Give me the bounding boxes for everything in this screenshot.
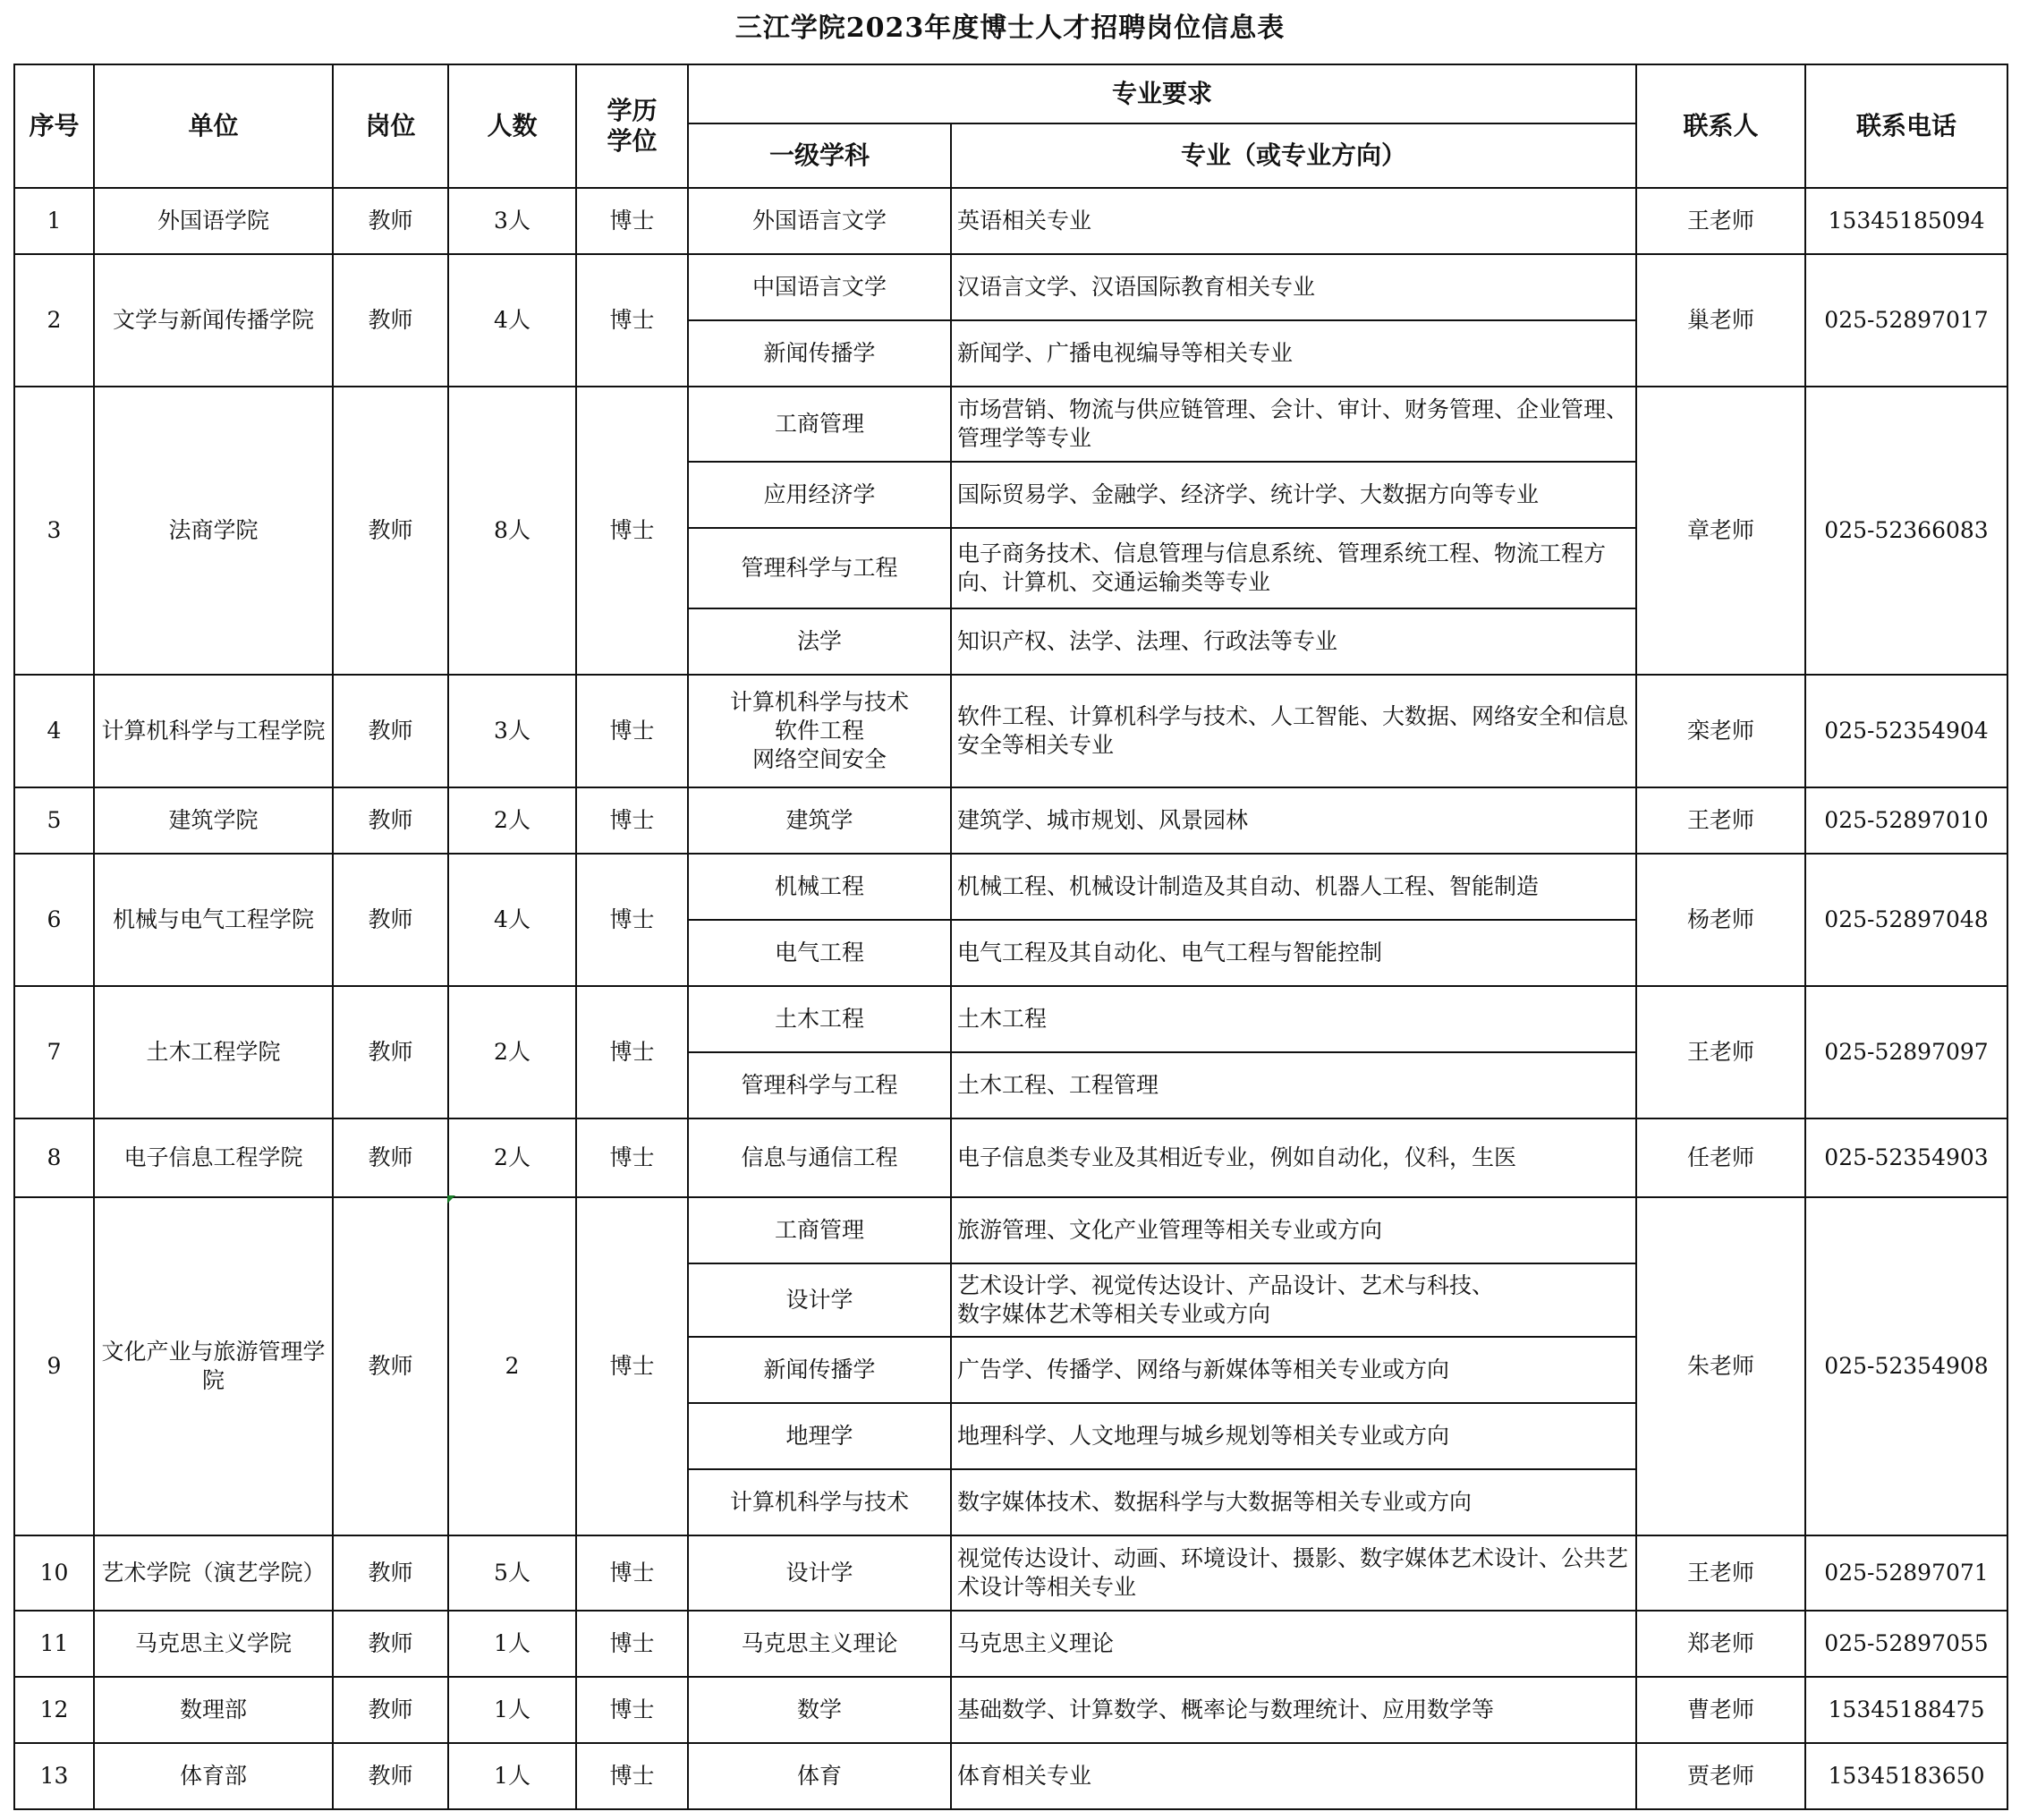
table-row [14, 1677, 2007, 1743]
row-degree: 博士 [576, 1677, 688, 1743]
row-unit: 计算机科学与工程学院 [94, 675, 333, 787]
row-count: 1人 [448, 1611, 576, 1677]
row-specialty: 电子信息类专业及其相近专业，例如自动化，仪科，生医 [951, 1118, 1636, 1197]
row-discipline: 体育 [688, 1743, 951, 1809]
row-contact: 杨老师 [1636, 854, 1805, 986]
row-count: 1人 [448, 1677, 576, 1743]
row-unit: 机械与电气工程学院 [94, 854, 333, 986]
row-post: 教师 [333, 254, 448, 387]
row-seq: 13 [14, 1743, 94, 1809]
header-phone: 联系电话 [1805, 64, 2007, 188]
row-contact: 王老师 [1636, 986, 1805, 1118]
header-specialty: 专业（或专业方向） [951, 123, 1636, 188]
row-specialty: 建筑学、城市规划、风景园林 [951, 787, 1636, 854]
row-specialty: 马克思主义理论 [951, 1611, 1636, 1677]
header-degree [576, 64, 688, 188]
row-degree: 博士 [576, 1743, 688, 1809]
row-post: 教师 [333, 787, 448, 854]
row-count: 3人 [448, 675, 576, 787]
row-contact: 曹老师 [1636, 1677, 1805, 1743]
row-degree: 博士 [576, 675, 688, 787]
row-post: 教师 [333, 986, 448, 1118]
row-unit: 法商学院 [94, 387, 333, 675]
row-discipline: 管理科学与工程 [688, 1052, 951, 1118]
row-specialty: 软件工程、计算机科学与技术、人工智能、大数据、网络安全和信息安全等相关专业 [951, 675, 1636, 787]
table-row [14, 188, 2007, 254]
row-discipline: 管理科学与工程 [688, 528, 951, 608]
row-discipline-line: 计算机科学与技术 [729, 689, 909, 715]
row-specialty: 电气工程及其自动化、电气工程与智能控制 [951, 920, 1636, 986]
cell-comment-marker [447, 1195, 455, 1203]
row-post: 教师 [333, 675, 448, 787]
row-discipline-line: 网络空间安全 [751, 746, 887, 772]
row-count: 8人 [448, 387, 576, 675]
row-unit: 文化产业与旅游管理学院 [94, 1197, 333, 1535]
row-discipline: 数学 [688, 1677, 951, 1743]
row-post: 教师 [333, 1743, 448, 1809]
row-count: 5人 [448, 1535, 576, 1611]
row-count: 4人 [448, 854, 576, 986]
row-seq: 5 [14, 787, 94, 854]
row-discipline: 信息与通信工程 [688, 1118, 951, 1197]
row-specialty: 视觉传达设计、动画、环境设计、摄影、数字媒体艺术设计、公共艺术设计等相关专业 [951, 1535, 1636, 1611]
row-specialty: 基础数学、计算数学、概率论与数理统计、应用数学等 [951, 1677, 1636, 1743]
row-specialty: 数字媒体技术、数据科学与大数据等相关专业或方向 [951, 1469, 1636, 1535]
row-phone: 025-52897097 [1805, 986, 2007, 1118]
row-seq: 1 [14, 188, 94, 254]
row-post: 教师 [333, 1535, 448, 1611]
row-discipline: 计算机科学与技术 [688, 1469, 951, 1535]
row-specialty: 电子商务技术、信息管理与信息系统、管理系统工程、物流工程方向、计算机、交通运输类等专业 [951, 528, 1636, 608]
row-count: 1人 [448, 1743, 576, 1809]
row-unit: 电子信息工程学院 [94, 1118, 333, 1197]
row-count: 2人 [448, 986, 576, 1118]
row-seq: 11 [14, 1611, 94, 1677]
row-specialty: 体育相关专业 [951, 1743, 1636, 1809]
row-specialty: 广告学、传播学、网络与新媒体等相关专业或方向 [951, 1337, 1636, 1403]
row-specialty [951, 1263, 1636, 1337]
row-specialty-line: 艺术设计学、视觉传达设计、产品设计、艺术与科技、 [957, 1272, 1495, 1298]
row-seq: 3 [14, 387, 94, 675]
table-row [14, 1611, 2007, 1677]
row-discipline: 设计学 [688, 1263, 951, 1337]
row-discipline-line: 软件工程 [774, 718, 864, 744]
header-post: 岗位 [333, 64, 448, 188]
row-contact: 王老师 [1636, 787, 1805, 854]
row-count: 2人 [448, 787, 576, 854]
header-unit: 单位 [94, 64, 333, 188]
header-count: 人数 [448, 64, 576, 188]
row-discipline: 机械工程 [688, 854, 951, 920]
row-phone: 15345188475 [1805, 1677, 2007, 1743]
row-degree: 博士 [576, 787, 688, 854]
row-degree: 博士 [576, 254, 688, 387]
table-row [14, 986, 2007, 1052]
table-row [14, 1118, 2007, 1197]
row-degree: 博士 [576, 1611, 688, 1677]
row-degree: 博士 [576, 1535, 688, 1611]
row-post: 教师 [333, 1677, 448, 1743]
row-phone: 025-52897017 [1805, 254, 2007, 387]
row-unit: 外国语学院 [94, 188, 333, 254]
row-discipline: 地理学 [688, 1403, 951, 1469]
row-discipline: 外国语言文学 [688, 188, 951, 254]
row-contact: 巢老师 [1636, 254, 1805, 387]
row-phone: 15345183650 [1805, 1743, 2007, 1809]
row-seq: 4 [14, 675, 94, 787]
row-discipline: 建筑学 [688, 787, 951, 854]
row-unit: 艺术学院（演艺学院） [94, 1535, 333, 1611]
row-contact: 王老师 [1636, 188, 1805, 254]
row-seq: 8 [14, 1118, 94, 1197]
row-discipline: 新闻传播学 [688, 1337, 951, 1403]
row-phone: 025-52897010 [1805, 787, 2007, 854]
row-degree: 博士 [576, 188, 688, 254]
row-specialty: 汉语言文学、汉语国际教育相关专业 [951, 254, 1636, 320]
row-contact: 郑老师 [1636, 1611, 1805, 1677]
table-row [14, 787, 2007, 854]
row-seq: 12 [14, 1677, 94, 1743]
row-post: 教师 [333, 387, 448, 675]
row-contact: 朱老师 [1636, 1197, 1805, 1535]
row-discipline: 工商管理 [688, 1197, 951, 1263]
row-discipline: 设计学 [688, 1535, 951, 1611]
row-phone: 025-52354903 [1805, 1118, 2007, 1197]
row-seq: 7 [14, 986, 94, 1118]
row-phone: 15345185094 [1805, 188, 2007, 254]
row-post: 教师 [333, 854, 448, 986]
row-phone: 025-52897071 [1805, 1535, 2007, 1611]
row-specialty: 地理科学、人文地理与城乡规划等相关专业或方向 [951, 1403, 1636, 1469]
table-row [14, 1535, 2007, 1611]
header-degree-line2: 学位 [607, 126, 658, 156]
row-specialty: 机械工程、机械设计制造及其自动、机器人工程、智能制造 [951, 854, 1636, 920]
row-count: 4人 [448, 254, 576, 387]
row-post: 教师 [333, 1118, 448, 1197]
row-post: 教师 [333, 188, 448, 254]
row-count: 2人 [448, 1118, 576, 1197]
row-unit: 体育部 [94, 1743, 333, 1809]
row-seq: 9 [14, 1197, 94, 1535]
row-discipline: 新闻传播学 [688, 320, 951, 387]
row-specialty: 知识产权、法学、法理、行政法等专业 [951, 608, 1636, 675]
row-contact: 任老师 [1636, 1118, 1805, 1197]
row-specialty: 旅游管理、文化产业管理等相关专业或方向 [951, 1197, 1636, 1263]
row-post: 教师 [333, 1197, 448, 1535]
row-degree: 博士 [576, 387, 688, 675]
row-specialty: 国际贸易学、金融学、经济学、统计学、大数据方向等专业 [951, 462, 1636, 528]
row-count: 2 [448, 1197, 576, 1535]
row-discipline: 法学 [688, 608, 951, 675]
row-unit: 数理部 [94, 1677, 333, 1743]
row-seq: 6 [14, 854, 94, 986]
row-phone: 025-52354904 [1805, 675, 2007, 787]
page-title: 三江学院2023年度博士人才招聘岗位信息表 [734, 13, 1286, 44]
row-contact: 栾老师 [1636, 675, 1805, 787]
row-unit: 建筑学院 [94, 787, 333, 854]
row-discipline: 工商管理 [688, 387, 951, 462]
table-row [14, 675, 2007, 787]
header-first-discipline: 一级学科 [688, 123, 951, 188]
row-count: 3人 [448, 188, 576, 254]
row-discipline: 马克思主义理论 [688, 1611, 951, 1677]
row-degree: 博士 [576, 854, 688, 986]
row-unit: 马克思主义学院 [94, 1611, 333, 1677]
row-degree: 博士 [576, 1118, 688, 1197]
row-unit: 文学与新闻传播学院 [94, 254, 333, 387]
header-seq: 序号 [14, 64, 94, 188]
table-row [14, 1197, 2007, 1263]
row-specialty: 市场营销、物流与供应链管理、会计、审计、财务管理、企业管理、管理学等专业 [951, 387, 1636, 462]
row-specialty: 新闻学、广播电视编导等相关专业 [951, 320, 1636, 387]
row-specialty-line: 数字媒体艺术等相关专业或方向 [957, 1301, 1271, 1327]
table-row [14, 854, 2007, 920]
header-contact: 联系人 [1636, 64, 1805, 188]
row-discipline [688, 675, 951, 787]
row-specialty: 英语相关专业 [951, 188, 1636, 254]
row-seq: 2 [14, 254, 94, 387]
row-post: 教师 [333, 1611, 448, 1677]
recruitment-table [13, 64, 2008, 1810]
row-contact: 贾老师 [1636, 1743, 1805, 1809]
row-discipline: 土木工程 [688, 986, 951, 1052]
row-degree: 博士 [576, 1197, 688, 1535]
row-unit: 土木工程学院 [94, 986, 333, 1118]
row-specialty: 土木工程 [951, 986, 1636, 1052]
row-specialty: 土木工程、工程管理 [951, 1052, 1636, 1118]
table-row [14, 1743, 2007, 1809]
row-contact: 王老师 [1636, 1535, 1805, 1611]
row-discipline: 电气工程 [688, 920, 951, 986]
row-discipline: 应用经济学 [688, 462, 951, 528]
row-degree: 博士 [576, 986, 688, 1118]
row-contact: 章老师 [1636, 387, 1805, 675]
row-phone: 025-52354908 [1805, 1197, 2007, 1535]
header-degree-line1: 学历 [607, 96, 658, 125]
row-phone: 025-52897055 [1805, 1611, 2007, 1677]
header-major-requirement: 专业要求 [688, 64, 1636, 123]
table-row [14, 387, 2007, 462]
row-discipline: 中国语言文学 [688, 254, 951, 320]
row-seq: 10 [14, 1535, 94, 1611]
row-phone: 025-52897048 [1805, 854, 2007, 986]
row-phone: 025-52366083 [1805, 387, 2007, 675]
table-row [14, 254, 2007, 320]
